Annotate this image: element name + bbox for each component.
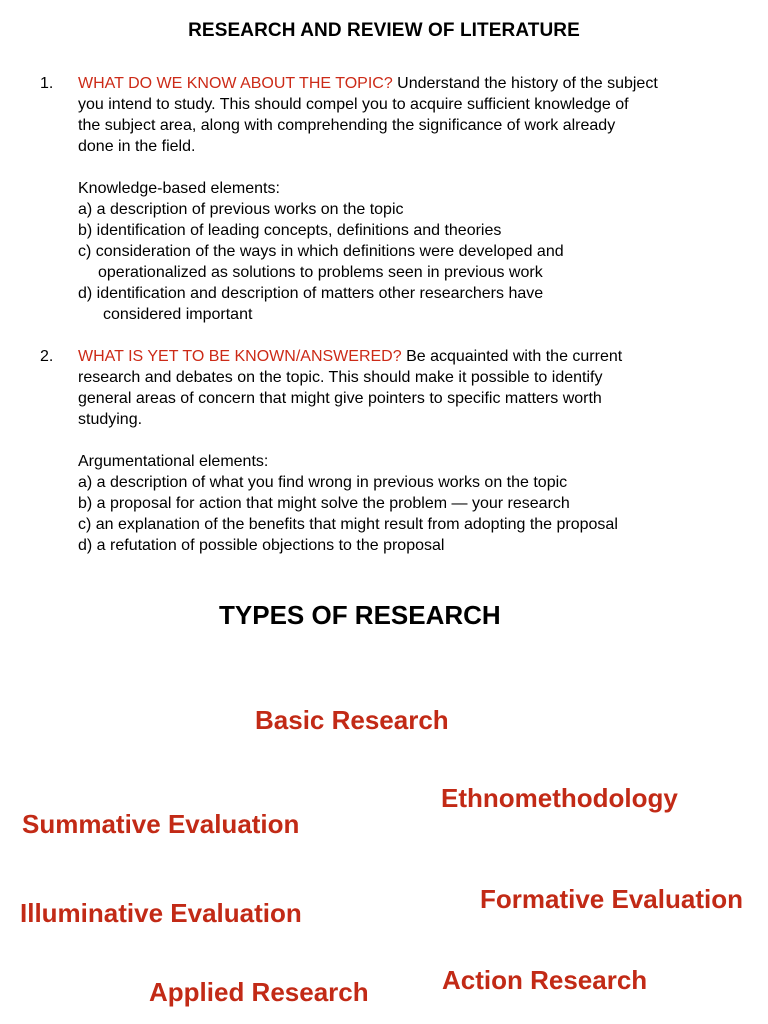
section-1-elements-heading: Knowledge-based elements: <box>78 180 280 197</box>
type-action-research: Action Research <box>442 965 648 995</box>
section-1-element-b: b) identification of leading concepts, definitions and theories <box>78 222 502 239</box>
section-1-element-c-cont: operationalized as solutions to problems seen in previous work <box>98 264 543 281</box>
section-1-element-d: d) identification and description of matters other researchers have <box>78 285 544 302</box>
section-1-line-2: you intend to study. This should compel you to acquire sufficient knowledge of <box>78 96 629 113</box>
section-2-element-a: a) a description of what you find wrong in previous works on the topic <box>78 474 568 491</box>
section-2-element-c: c) an explanation of the benefits that might result from adopting the proposal <box>78 516 618 533</box>
section-2-number: 2. <box>40 348 54 365</box>
type-summative-evaluation: Summative Evaluation <box>22 809 300 839</box>
section-2-elements-heading: Argumentational elements: <box>78 453 269 470</box>
type-illuminative-evaluation: Illuminative Evaluation <box>20 898 302 928</box>
section-2-element-d: d) a refutation of possible objections to the proposal <box>78 537 445 554</box>
section-2-body <box>78 346 738 556</box>
section-2-intro <box>78 346 738 430</box>
section-1-line-4: done in the field. <box>78 138 196 155</box>
section-1-line-3: the subject area, along with comprehending the significance of work already <box>78 117 616 134</box>
section-2-line-1: Be acquainted with the current <box>401 348 623 365</box>
type-applied-research: Applied Research <box>149 977 369 1007</box>
section-2-question: WHAT IS YET TO BE KNOWN/ANSWERED? <box>78 348 402 365</box>
type-ethnomethodology: Ethnomethodology <box>441 783 678 813</box>
section-1-question: WHAT DO WE KNOW ABOUT THE TOPIC? <box>78 75 393 92</box>
section-1-number: 1. <box>40 75 54 92</box>
type-basic-research: Basic Research <box>255 705 449 735</box>
section-1-intro <box>78 73 738 157</box>
section-2-line-3: general areas of concern that might give pointers to specific matters worth <box>78 390 602 407</box>
section-2-element-b: b) a proposal for action that might solve the problem — your research <box>78 495 570 512</box>
page-title: RESEARCH AND REVIEW OF LITERATURE <box>188 20 580 41</box>
section-1-element-a: a) a description of previous works on the topic <box>78 201 404 218</box>
type-formative-evaluation: Formative Evaluation <box>480 884 743 914</box>
section-2-line-4: studying. <box>78 411 143 428</box>
section-1-body <box>78 73 738 325</box>
section-2-line-2: research and debates on the topic. This should make it possible to identify <box>78 369 603 386</box>
section-1-line-1: Understand the history of the subject <box>392 75 658 92</box>
types-heading: TYPES OF RESEARCH <box>219 600 501 630</box>
section-1-element-d-cont: considered important <box>103 306 253 323</box>
section-1-element-c: c) consideration of the ways in which definitions were developed and <box>78 243 564 260</box>
